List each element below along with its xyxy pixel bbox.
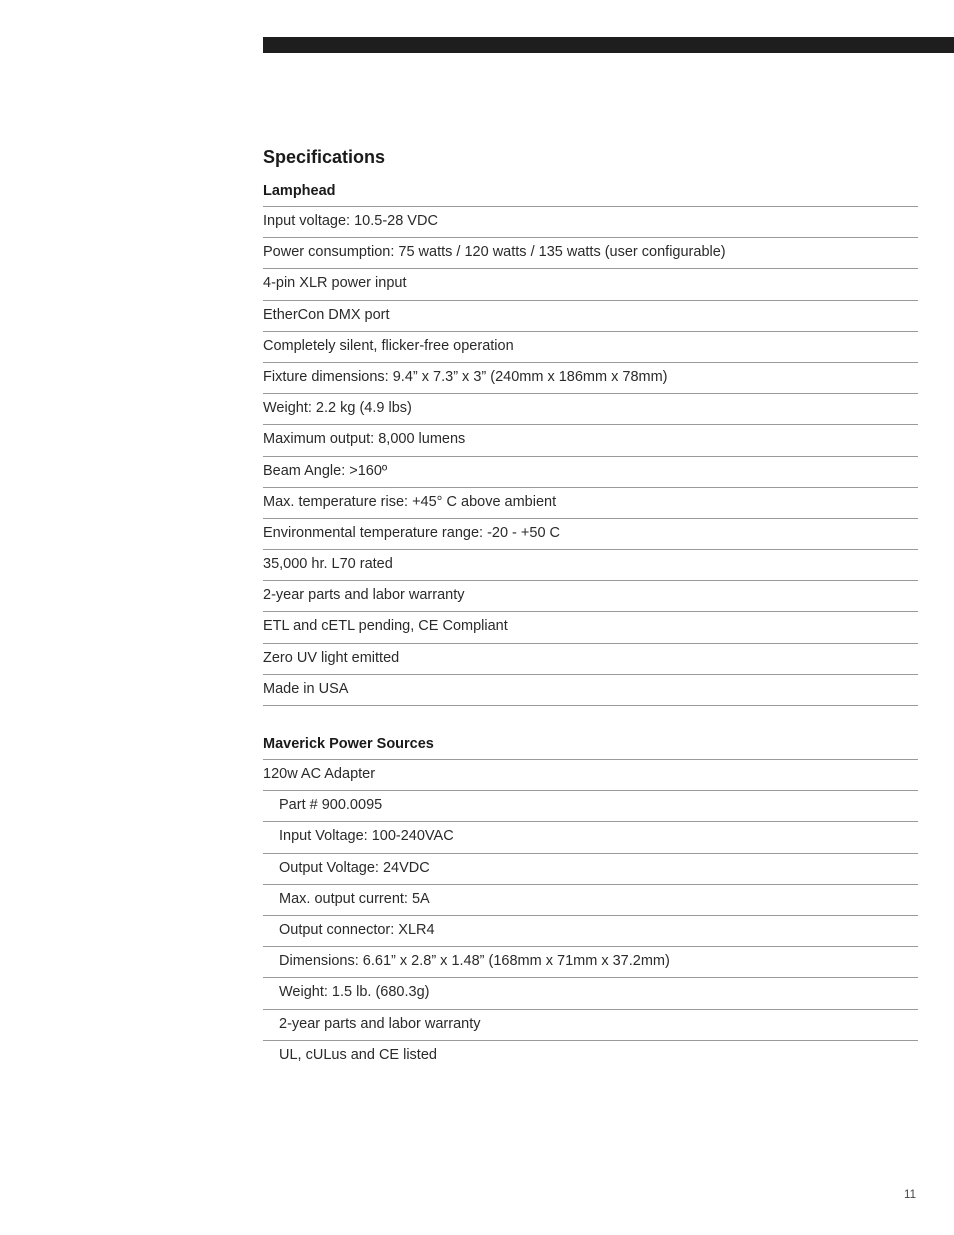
- spec-row: 2-year parts and labor warranty: [263, 581, 918, 612]
- page-number: 11: [904, 1189, 916, 1201]
- spec-row: Beam Angle: >160º: [263, 457, 918, 488]
- spec-row: Max. output current: 5A: [263, 885, 918, 916]
- spec-row: Weight: 1.5 lb. (680.3g): [263, 978, 918, 1009]
- spec-row: 35,000 hr. L70 rated: [263, 550, 918, 581]
- spec-row: Made in USA: [263, 675, 918, 706]
- lamphead-heading: Lamphead: [263, 174, 918, 207]
- spec-row: ETL and cETL pending, CE Compliant: [263, 612, 918, 643]
- spec-row: 4-pin XLR power input: [263, 269, 918, 300]
- header-bar: [263, 37, 954, 53]
- spec-row: Fixture dimensions: 9.4” x 7.3” x 3” (240mm x 186mm x 78mm): [263, 363, 918, 394]
- spec-row: Input voltage: 10.5-28 VDC: [263, 207, 918, 238]
- spec-row: Output Voltage: 24VDC: [263, 854, 918, 885]
- spec-row: 2-year parts and labor warranty: [263, 1010, 918, 1041]
- spec-row: Maximum output: 8,000 lumens: [263, 425, 918, 456]
- spec-row: EtherCon DMX port: [263, 301, 918, 332]
- spec-row: Zero UV light emitted: [263, 644, 918, 675]
- spec-row: Power consumption: 75 watts / 120 watts / 135 watts (user configurable): [263, 238, 918, 269]
- power-sources-heading: Maverick Power Sources: [263, 727, 918, 760]
- spec-row: Part # 900.0095: [263, 791, 918, 822]
- spec-row: Weight: 2.2 kg (4.9 lbs): [263, 394, 918, 425]
- adapter-name: 120w AC Adapter: [263, 760, 918, 791]
- spec-row: UL, cULus and CE listed: [279, 1046, 437, 1063]
- spec-row: Environmental temperature range: -20 - +50 C: [263, 519, 918, 550]
- spec-row: Output connector: XLR4: [263, 916, 918, 947]
- spec-row: Completely silent, flicker-free operation: [263, 332, 918, 363]
- spec-row: Dimensions: 6.61” x 2.8” x 1.48” (168mm x 71mm x 37.2mm): [263, 947, 918, 978]
- lamphead-spec-list: [263, 207, 918, 706]
- specifications-section: [263, 144, 918, 1072]
- spec-row: Input Voltage: 100-240VAC: [263, 822, 918, 853]
- spec-row: Max. temperature rise: +45° C above ambient: [263, 488, 918, 519]
- power-sources-spec-list: [263, 760, 918, 1072]
- section-spacer: [263, 706, 918, 727]
- page-title: Specifications: [263, 147, 386, 167]
